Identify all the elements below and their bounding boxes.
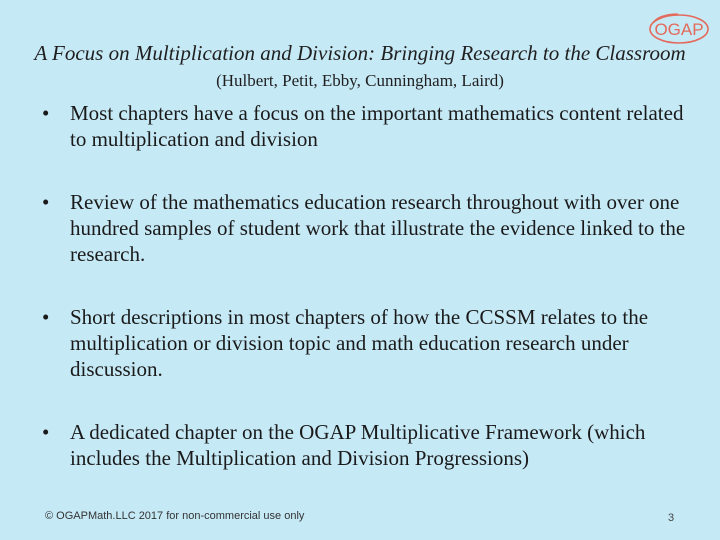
title-main: A Focus on Multiplication and Division: Bringing Research to the Classroom bbox=[34, 41, 686, 65]
bullet-marker: • bbox=[42, 305, 50, 329]
bullet-marker: • bbox=[42, 101, 50, 125]
bullet-text: Most chapters have a focus on the important mathematics content related to multiplication and division bbox=[70, 101, 684, 151]
bullet-item bbox=[42, 189, 692, 267]
bullet-text: Review of the mathematics education research throughout with over one hundred samples of student work that illustrate the evidence linked to the research. bbox=[70, 190, 686, 266]
footer-copyright: © OGAPMath.LLC 2017 for non-commercial use only bbox=[45, 510, 305, 522]
bullet-marker: • bbox=[42, 420, 50, 444]
bullet-text: A dedicated chapter on the OGAP Multiplicative Framework (which includes the Multiplication and Division Progressions) bbox=[70, 420, 646, 470]
page-number: 3 bbox=[668, 512, 675, 524]
title-authors: (Hulbert, Petit, Ebby, Cunningham, Laird) bbox=[216, 71, 504, 90]
bullet-marker: • bbox=[42, 190, 50, 214]
bullet-item bbox=[42, 304, 692, 382]
bullet-item bbox=[42, 419, 692, 471]
bullet-text: Short descriptions in most chapters of how the CCSSM relates to the multiplication or division topic and math education research under discussion. bbox=[70, 305, 649, 381]
bullet-list bbox=[42, 100, 692, 508]
slide-title bbox=[20, 40, 700, 94]
logo-text: OGAP bbox=[654, 20, 704, 39]
bullet-item bbox=[42, 100, 692, 152]
